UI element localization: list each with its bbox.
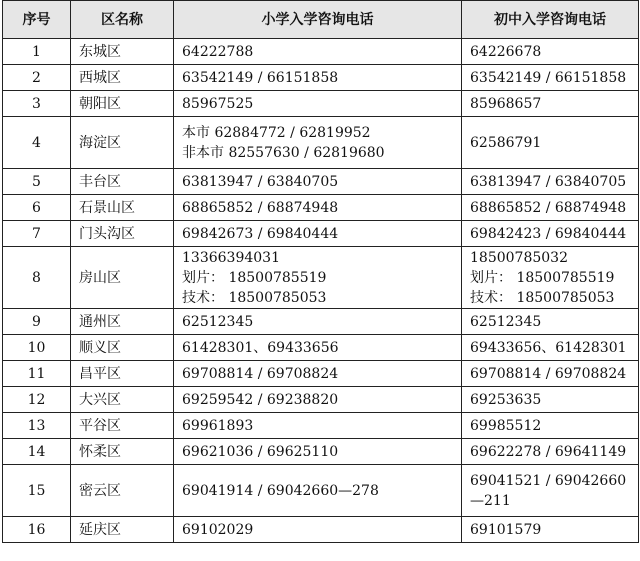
primary-phone-cell	[174, 413, 462, 439]
primary-phone-cell	[174, 309, 462, 335]
row-number: 2	[3, 65, 71, 91]
table-row	[3, 335, 639, 361]
primary-phone-line: 本市 62884772 / 62819952	[182, 124, 371, 141]
primary-phone-line: 69708814 / 69708824	[182, 365, 339, 382]
row-number: 1	[3, 39, 71, 65]
middle-phone-line: 62512345	[470, 313, 542, 330]
district-name: 密云区	[71, 465, 174, 517]
district-name: 平谷区	[71, 413, 174, 439]
primary-phone-cell	[174, 169, 462, 195]
primary-phone-cell	[174, 65, 462, 91]
row-number: 11	[3, 361, 71, 387]
middle-phone-line: 85968657	[470, 95, 542, 112]
middle-phone-line: 18500785032	[470, 249, 568, 266]
primary-phone-line: 69961893	[182, 417, 254, 434]
middle-phone-line: 69622278 / 69641149	[470, 443, 627, 460]
district-name: 门头沟区	[71, 221, 174, 247]
middle-phone-cell	[462, 387, 639, 413]
middle-phone-line: —211	[470, 492, 511, 509]
primary-phone-cell	[174, 91, 462, 117]
middle-phone-cell	[462, 309, 639, 335]
middle-phone-line: 63542149 / 66151858	[470, 69, 627, 86]
middle-phone-cell	[462, 335, 639, 361]
row-number: 6	[3, 195, 71, 221]
table-body	[3, 39, 639, 543]
row-number: 14	[3, 439, 71, 465]
primary-phone-cell	[174, 195, 462, 221]
district-name: 海淀区	[71, 117, 174, 169]
middle-phone-line: 69101579	[470, 521, 542, 538]
primary-phone-line: 13366394031	[182, 249, 280, 266]
primary-phone-cell	[174, 387, 462, 413]
district-name: 昌平区	[71, 361, 174, 387]
row-number: 9	[3, 309, 71, 335]
district-name: 朝阳区	[71, 91, 174, 117]
table-row	[3, 517, 639, 543]
middle-phone-line: 68865852 / 68874948	[470, 199, 627, 216]
middle-phone-line: 69433656、61428301	[470, 339, 627, 356]
table-row	[3, 195, 639, 221]
header-primary-phone: 小学入学咨询电话	[174, 1, 462, 39]
header-no: 序号	[3, 1, 71, 39]
table-row	[3, 221, 639, 247]
header-district: 区名称	[71, 1, 174, 39]
table-row	[3, 169, 639, 195]
primary-phone-line: 61428301、69433656	[182, 339, 339, 356]
primary-phone-line: 69259542 / 69238820	[182, 391, 339, 408]
row-number: 3	[3, 91, 71, 117]
primary-phone-cell	[174, 465, 462, 517]
district-name: 东城区	[71, 39, 174, 65]
primary-phone-line: 68865852 / 68874948	[182, 199, 339, 216]
table-row	[3, 117, 639, 169]
district-name: 房山区	[71, 247, 174, 309]
primary-phone-line: 非本市 82557630 / 62819680	[182, 144, 385, 161]
middle-phone-cell	[462, 117, 639, 169]
table-row	[3, 309, 639, 335]
primary-phone-cell	[174, 361, 462, 387]
primary-phone-cell	[174, 247, 462, 309]
primary-phone-line: 69041914 / 69042660—278	[182, 482, 379, 499]
row-number: 4	[3, 117, 71, 169]
middle-phone-cell	[462, 195, 639, 221]
primary-phone-line: 85967525	[182, 95, 254, 112]
table-row	[3, 387, 639, 413]
middle-phone-cell	[462, 91, 639, 117]
primary-phone-cell	[174, 517, 462, 543]
primary-phone-cell	[174, 117, 462, 169]
consultation-phone-table	[2, 0, 639, 543]
middle-phone-cell	[462, 517, 639, 543]
primary-phone-line: 69621036 / 69625110	[182, 443, 339, 460]
primary-phone-line: 63542149 / 66151858	[182, 69, 339, 86]
header-row	[3, 1, 639, 39]
table-row	[3, 247, 639, 309]
middle-phone-line: 62586791	[470, 134, 542, 151]
district-name: 怀柔区	[71, 439, 174, 465]
primary-phone-line: 62512345	[182, 313, 254, 330]
row-number: 5	[3, 169, 71, 195]
district-name: 顺义区	[71, 335, 174, 361]
middle-phone-cell	[462, 247, 639, 309]
table-row	[3, 361, 639, 387]
table-row	[3, 439, 639, 465]
primary-phone-cell	[174, 39, 462, 65]
middle-phone-line: 技术： 18500785053	[470, 289, 615, 306]
row-number: 13	[3, 413, 71, 439]
primary-phone-line: 技术： 18500785053	[182, 289, 327, 306]
middle-phone-line: 69842423 / 69840444	[470, 225, 627, 242]
middle-phone-cell	[462, 221, 639, 247]
row-number: 16	[3, 517, 71, 543]
row-number: 7	[3, 221, 71, 247]
primary-phone-line: 69102029	[182, 521, 254, 538]
table-row	[3, 413, 639, 439]
middle-phone-line: 69041521 / 69042660	[470, 472, 627, 489]
middle-phone-line: 69708814 / 69708824	[470, 365, 627, 382]
table-row	[3, 91, 639, 117]
middle-phone-line: 69985512	[470, 417, 542, 434]
table-row	[3, 39, 639, 65]
district-name: 通州区	[71, 309, 174, 335]
table-row	[3, 65, 639, 91]
row-number: 8	[3, 247, 71, 309]
header-middle-phone: 初中入学咨询电话	[462, 1, 639, 39]
row-number: 10	[3, 335, 71, 361]
district-name: 延庆区	[71, 517, 174, 543]
middle-phone-line: 64226678	[470, 43, 542, 60]
middle-phone-cell	[462, 361, 639, 387]
middle-phone-cell	[462, 465, 639, 517]
primary-phone-cell	[174, 439, 462, 465]
middle-phone-cell	[462, 65, 639, 91]
primary-phone-line: 63813947 / 63840705	[182, 173, 339, 190]
row-number: 12	[3, 387, 71, 413]
middle-phone-line: 69253635	[470, 391, 542, 408]
district-name: 大兴区	[71, 387, 174, 413]
middle-phone-cell	[462, 169, 639, 195]
middle-phone-cell	[462, 413, 639, 439]
district-name: 西城区	[71, 65, 174, 91]
middle-phone-cell	[462, 439, 639, 465]
middle-phone-cell	[462, 39, 639, 65]
primary-phone-line: 69842673 / 69840444	[182, 225, 339, 242]
primary-phone-line: 划片： 18500785519	[182, 269, 327, 286]
primary-phone-cell	[174, 335, 462, 361]
row-number: 15	[3, 465, 71, 517]
middle-phone-line: 划片： 18500785519	[470, 269, 615, 286]
middle-phone-line: 63813947 / 63840705	[470, 173, 627, 190]
district-name: 石景山区	[71, 195, 174, 221]
primary-phone-line: 64222788	[182, 43, 254, 60]
table-row	[3, 465, 639, 517]
primary-phone-cell	[174, 221, 462, 247]
district-name: 丰台区	[71, 169, 174, 195]
